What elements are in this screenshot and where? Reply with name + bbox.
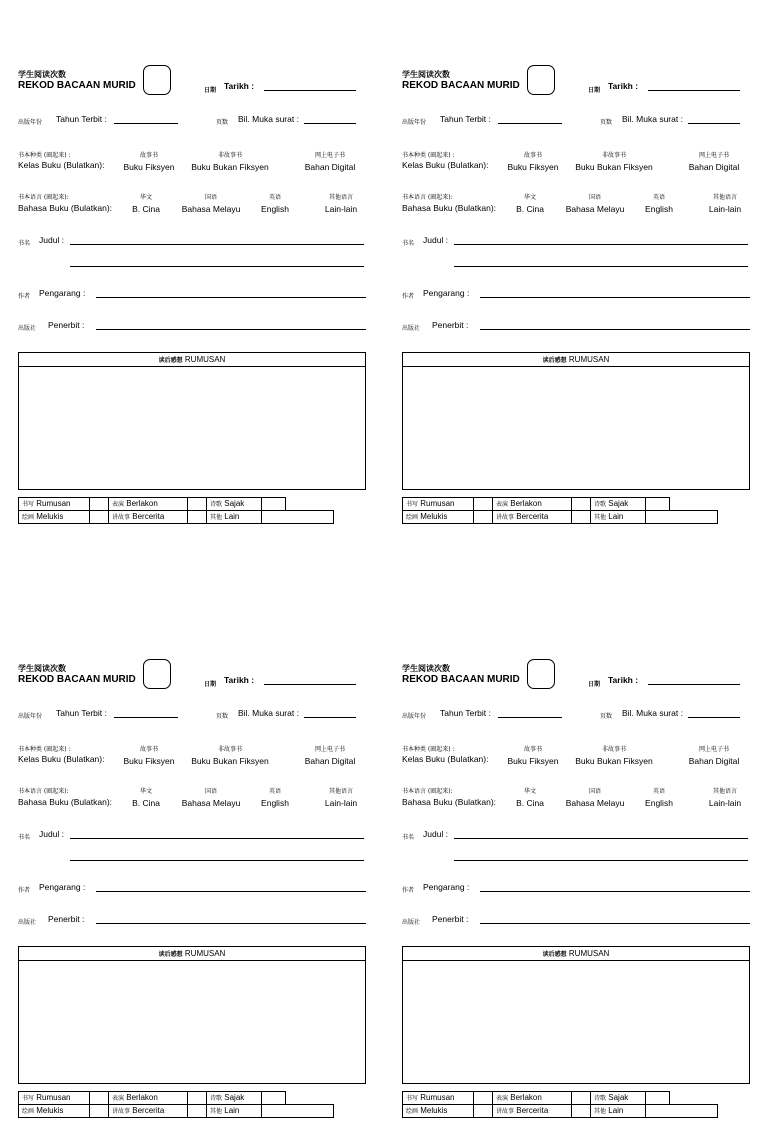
book-title-field-line-2[interactable] [70,860,364,861]
book-title-label: Judul : [39,235,65,245]
date-field[interactable] [648,684,740,685]
language-prompt-chinese: 书本语言 (圈起来): [402,788,453,795]
publisher-field[interactable] [96,329,366,330]
book-title-label-chinese: 书名 [402,240,415,247]
date-label: Tarikh : [224,675,255,685]
date-label: Tarikh : [224,81,255,91]
book-title-field-line-2[interactable] [70,266,364,267]
class-prompt-chinese: 书本种类 (圈起来) : [402,746,455,753]
activity-option[interactable]: 讲故事 Bercerita [108,510,188,524]
language-option-other[interactable]: 其他语言 Lain-lain [708,194,742,214]
summary-box[interactable] [18,946,366,1084]
language-option-english[interactable]: 英语 English [645,194,673,214]
activity-option[interactable]: 其他 Lain [206,510,262,524]
activity-checkbox[interactable] [261,1091,286,1105]
year-label-chinese: 出版年份 [18,713,43,720]
activity-checkbox[interactable] [89,510,109,524]
activity-option[interactable]: 讲故事 Bercerita [492,510,572,524]
author-label: Pengarang : [423,882,470,892]
book-title-field[interactable] [70,244,364,245]
year-field[interactable] [114,717,178,718]
summary-box[interactable] [18,352,366,490]
language-option-malay[interactable]: 国语 Bahasa Melayu [565,194,625,214]
class-option-nonfiction[interactable]: 非故事书 Buku Bukan Fiksyen [575,746,653,766]
activity-option[interactable]: 绘画 Melukis [18,1104,90,1118]
form-title-chinese: 学生阅读次数 [402,70,450,79]
publisher-label: Penerbit : [48,320,85,330]
activity-checkbox[interactable] [571,1091,591,1105]
pages-label-chinese: 页数 [216,119,229,126]
class-option-fiction[interactable]: 故事书 Buku Fiksyen [123,152,175,172]
form-title-chinese: 学生阅读次数 [18,70,66,79]
language-prompt-chinese: 书本语言 (圈起来): [18,194,69,201]
pages-label: Bil. Muka surat : [238,708,299,718]
language-option-malay[interactable]: 国语 Bahasa Melayu [181,194,241,214]
language-option-other[interactable]: 其他语言 Lain-lain [324,788,358,808]
activity-option[interactable]: 表演 Berlakon [492,497,572,511]
activity-option[interactable]: 绘画 Melukis [18,510,90,524]
language-option-other[interactable]: 其他语言 Lain-lain [708,788,742,808]
class-option-fiction[interactable]: 故事书 Buku Fiksyen [123,746,175,766]
year-label: Tahun Terbit : [56,708,107,718]
activity-option[interactable]: 表演 Berlakon [108,497,188,511]
activity-option[interactable]: 其他 Lain [590,1104,646,1118]
book-title-field-line-2[interactable] [454,266,748,267]
date-field[interactable] [648,90,740,91]
date-field[interactable] [264,684,356,685]
author-field[interactable] [96,891,366,892]
activity-option[interactable]: 绘画 Melukis [402,510,474,524]
activity-checkbox[interactable] [473,1104,493,1118]
author-label-chinese: 作者 [402,293,415,300]
activity-checkbox[interactable] [645,1104,718,1118]
class-option-nonfiction[interactable]: 非故事书 Buku Bukan Fiksyen [191,152,269,172]
activity-checkbox[interactable] [89,1091,109,1105]
pages-label: Bil. Muka surat : [238,114,299,124]
language-option-malay[interactable]: 国语 Bahasa Melayu [181,788,241,808]
publisher-label: Penerbit : [432,914,469,924]
book-title-label-chinese: 书名 [402,834,415,841]
reading-record-card-3 [18,658,368,1128]
student-number-box[interactable] [143,659,171,689]
activity-option[interactable]: 书写 Rumusan [18,1091,90,1105]
activity-checkbox[interactable] [571,497,591,511]
class-option-fiction[interactable]: 故事书 Buku Fiksyen [507,746,559,766]
pages-label-chinese: 页数 [600,713,613,720]
activity-checkbox[interactable] [571,510,591,524]
pages-label: Bil. Muka surat : [622,708,683,718]
activity-checkbox[interactable] [187,1104,207,1118]
year-label: Tahun Terbit : [440,708,491,718]
book-title-field-line-2[interactable] [454,860,748,861]
activity-option[interactable]: 讲故事 Bercerita [492,1104,572,1118]
author-label: Pengarang : [39,288,86,298]
book-title-field[interactable] [454,838,748,839]
summary-box[interactable] [402,946,750,1084]
year-field[interactable] [114,123,178,124]
activity-checkbox[interactable] [261,510,334,524]
activity-checkbox[interactable] [645,1091,670,1105]
author-label-chinese: 作者 [18,293,31,300]
form-title-chinese: 学生阅读次数 [18,664,66,673]
student-number-box[interactable] [527,659,555,689]
activity-checkbox[interactable] [473,1091,493,1105]
activity-option[interactable]: 书写 Rumusan [18,497,90,511]
activity-option[interactable]: 诗歌 Sajak [590,1091,646,1105]
publisher-label-chinese: 出版社 [402,325,421,332]
activity-option[interactable]: 表演 Berlakon [108,1091,188,1105]
language-option-english[interactable]: 英语 English [645,788,673,808]
form-title: REKOD BACAAN MURID [18,80,136,91]
date-label-chinese: 日期 [588,87,601,94]
year-label: Tahun Terbit : [56,114,107,124]
activity-option[interactable]: 表演 Berlakon [492,1091,572,1105]
class-option-digital[interactable]: 网上电子书 Bahan Digital [304,152,356,172]
year-label-chinese: 出版年份 [402,713,427,720]
language-prompt: Bahasa Buku (Bulatkan): [18,203,113,213]
summary-header: 读后感想 RUMUSAN [19,947,365,961]
activity-option[interactable]: 诗歌 Sajak [590,497,646,511]
author-label: Pengarang : [39,882,86,892]
summary-header: 读后感想 RUMUSAN [19,353,365,367]
class-prompt-chinese: 书本种类 (圈起来) : [18,746,71,753]
class-prompt: Kelas Buku (Bulatkan): [18,160,105,170]
summary-header: 读后感想 RUMUSAN [403,353,749,367]
publisher-field[interactable] [480,923,750,924]
author-field[interactable] [480,297,750,298]
class-prompt-chinese: 书本种类 (圈起来) : [18,152,71,159]
publisher-label: Penerbit : [48,914,85,924]
language-prompt: Bahasa Buku (Bulatkan): [402,203,497,213]
activity-option[interactable]: 其他 Lain [590,510,646,524]
student-number-box[interactable] [143,65,171,95]
activity-option[interactable]: 绘画 Melukis [402,1104,474,1118]
author-field[interactable] [480,891,750,892]
activity-checkbox[interactable] [473,497,493,511]
form-title: REKOD BACAAN MURID [402,80,520,91]
summary-box[interactable] [402,352,750,490]
language-option-chinese[interactable]: 华文 B. Cina [132,788,160,808]
activity-checkbox[interactable] [261,497,286,511]
language-option-malay[interactable]: 国语 Bahasa Melayu [565,788,625,808]
publisher-label: Penerbit : [432,320,469,330]
activity-checkbox[interactable] [187,510,207,524]
date-label-chinese: 日期 [204,87,217,94]
author-label: Pengarang : [423,288,470,298]
publisher-field[interactable] [96,923,366,924]
book-title-label-chinese: 书名 [18,240,31,247]
author-label-chinese: 作者 [402,887,415,894]
language-prompt: Bahasa Buku (Bulatkan): [402,797,497,807]
year-field[interactable] [498,717,562,718]
language-option-chinese[interactable]: 华文 B. Cina [132,194,160,214]
year-label-chinese: 出版年份 [402,119,427,126]
class-prompt-chinese: 书本种类 (圈起来) : [402,152,455,159]
class-prompt: Kelas Buku (Bulatkan): [18,754,105,764]
language-option-english[interactable]: 英语 English [261,194,289,214]
form-title: REKOD BACAAN MURID [18,674,136,685]
language-option-other[interactable]: 其他语言 Lain-lain [324,194,358,214]
class-option-digital[interactable]: 网上电子书 Bahan Digital [304,746,356,766]
activity-option[interactable]: 书写 Rumusan [402,497,474,511]
language-prompt-chinese: 书本语言 (圈起来): [18,788,69,795]
class-option-nonfiction[interactable]: 非故事书 Buku Bukan Fiksyen [191,746,269,766]
activity-checkbox[interactable] [571,1104,591,1118]
activity-option[interactable]: 诗歌 Sajak [206,497,262,511]
language-prompt-chinese: 书本语言 (圈起来): [402,194,453,201]
language-prompt: Bahasa Buku (Bulatkan): [18,797,113,807]
date-label-chinese: 日期 [204,681,217,688]
book-title-label: Judul : [423,235,449,245]
activity-checkbox[interactable] [645,497,670,511]
summary-header: 读后感想 RUMUSAN [403,947,749,961]
author-field[interactable] [96,297,366,298]
pages-field[interactable] [304,717,356,718]
language-option-english[interactable]: 英语 English [261,788,289,808]
activity-checkbox[interactable] [89,1104,109,1118]
language-option-chinese[interactable]: 华文 B. Cina [516,194,544,214]
pages-label-chinese: 页数 [600,119,613,126]
reading-record-card-2 [402,64,752,534]
author-label-chinese: 作者 [18,887,31,894]
publisher-label-chinese: 出版社 [18,325,37,332]
form-title: REKOD BACAAN MURID [402,674,520,685]
activity-checkbox[interactable] [261,1104,334,1118]
pages-field[interactable] [688,717,740,718]
form-title-chinese: 学生阅读次数 [402,664,450,673]
year-label-chinese: 出版年份 [18,119,43,126]
class-option-fiction[interactable]: 故事书 Buku Fiksyen [507,152,559,172]
book-title-field[interactable] [70,838,364,839]
reading-record-card-4 [402,658,752,1128]
class-option-nonfiction[interactable]: 非故事书 Buku Bukan Fiksyen [575,152,653,172]
date-label-chinese: 日期 [588,681,601,688]
book-title-label: Judul : [39,829,65,839]
activity-option[interactable]: 诗歌 Sajak [206,1091,262,1105]
class-prompt: Kelas Buku (Bulatkan): [402,754,489,764]
student-number-box[interactable] [527,65,555,95]
class-option-digital[interactable]: 网上电子书 Bahan Digital [688,152,740,172]
publisher-label-chinese: 出版社 [402,919,421,926]
book-title-label-chinese: 书名 [18,834,31,841]
publisher-field[interactable] [480,329,750,330]
activity-option[interactable]: 书写 Rumusan [402,1091,474,1105]
activity-checkbox[interactable] [187,497,207,511]
reading-record-card-1 [18,64,368,534]
book-title-field[interactable] [454,244,748,245]
activity-checkbox[interactable] [473,510,493,524]
pages-label: Bil. Muka surat : [622,114,683,124]
date-label: Tarikh : [608,675,639,685]
activity-checkbox[interactable] [187,1091,207,1105]
activity-checkbox[interactable] [645,510,718,524]
book-title-label: Judul : [423,829,449,839]
activity-option[interactable]: 其他 Lain [206,1104,262,1118]
date-label: Tarikh : [608,81,639,91]
class-option-digital[interactable]: 网上电子书 Bahan Digital [688,746,740,766]
publisher-label-chinese: 出版社 [18,919,37,926]
pages-field[interactable] [688,123,740,124]
year-label: Tahun Terbit : [440,114,491,124]
activity-option[interactable]: 讲故事 Bercerita [108,1104,188,1118]
language-option-chinese[interactable]: 华文 B. Cina [516,788,544,808]
date-field[interactable] [264,90,356,91]
year-field[interactable] [498,123,562,124]
activity-checkbox[interactable] [89,497,109,511]
class-prompt: Kelas Buku (Bulatkan): [402,160,489,170]
pages-label-chinese: 页数 [216,713,229,720]
pages-field[interactable] [304,123,356,124]
